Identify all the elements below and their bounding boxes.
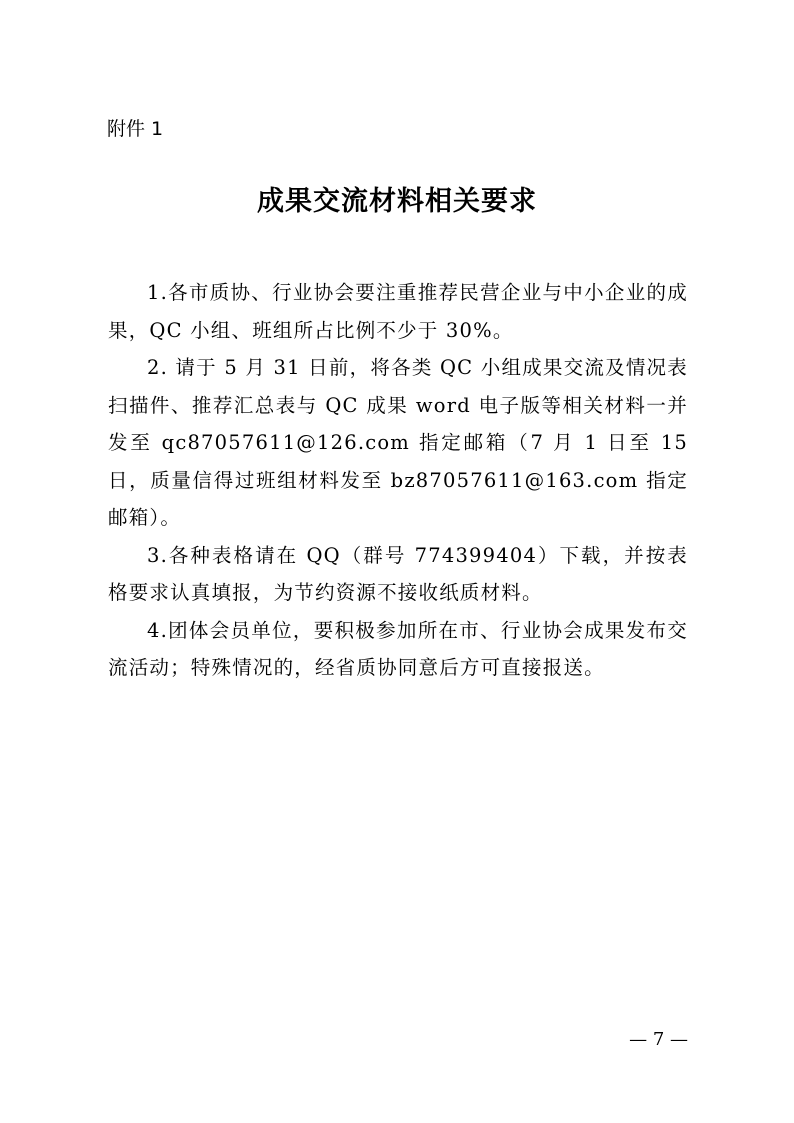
paragraph-1: 1.各市质协、行业协会要注重推荐民营企业与中小企业的成果，QC 小组、班组所占比例不少于 30%。 xyxy=(108,281,688,342)
page-number: — 7 — xyxy=(629,1029,688,1050)
document-body xyxy=(108,274,688,687)
paragraph-3: 3.各种表格请在 QQ（群号 774399404）下载，并按表格要求认真填报，为节约资源不接收纸质材料。 xyxy=(108,543,688,604)
attachment-label: 附件 1 xyxy=(107,118,164,140)
page-title: 成果交流材料相关要求 xyxy=(257,186,537,217)
paragraph-2: 2. 请于 5 月 31 日前，将各类 QC 小组成果交流及情况表扫描件、推荐汇总表与 QC 成果 word 电子版等相关材料一并发至 qc87057611@126.com 指定邮箱（7 月 1 日至 15 日，质量信得过班组材料发至 bz87057611@163.com 指定邮箱）。 xyxy=(108,356,688,529)
paragraph-4: 4.团体会员单位，要积极参加所在市、行业协会成果发布交流活动；特殊情况的，经省质协同意后方可直接报送。 xyxy=(108,618,688,679)
